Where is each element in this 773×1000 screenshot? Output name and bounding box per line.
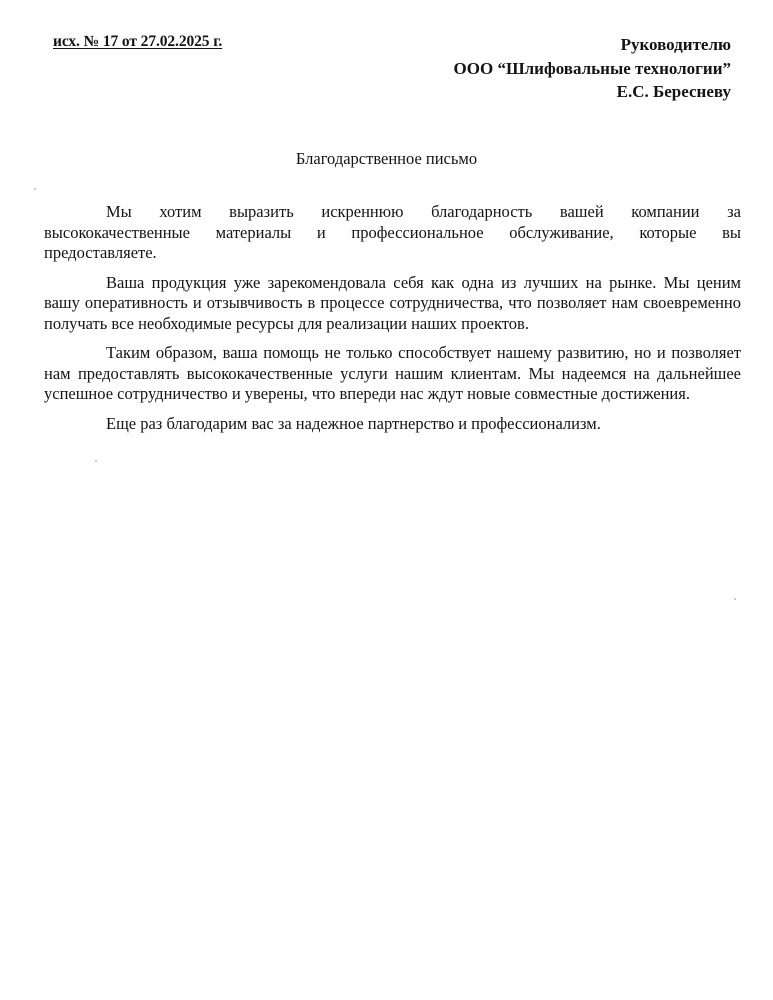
addressee-company: ООО “Шлифовальные технологии” [453,58,731,78]
body-paragraph-1: Мы хотим выразить искреннюю благодарность вашей компании за высококачественные материалы и профессиональное обслуживание, которые вы предоставляете. [44,202,741,262]
body-paragraph-2: Ваша продукция уже зарекомендовала себя как одна из лучших на рынке. Мы ценим вашу оперативность и отзывчивость в процессе сотрудничества, что позволяет нам своевременно получать все необходимые ресурсы для реализации наших проектов. [44,272,741,333]
scan-speck [95,460,97,462]
addressee-name: Е.С. Бересневу [616,82,731,101]
letter-title: Благодарственное письмо [295,149,478,168]
scan-speck [34,188,36,190]
letter-body [44,202,741,443]
addressee-position: Руководителю [620,35,731,54]
body-paragraph-4: Еще раз благодарим вас за надежное партнерство и профессионализм. [106,413,601,433]
addressee-block [454,33,731,104]
body-paragraph-3: Таким образом, ваша помощь не только способствует нашему развитию, но и позволяет нам предоставлять высококачественные услуги нашим клиентам. Мы надеемся на дальнейшее успешное сотрудничество и уверены, что впереди нас ждут новые совместные достижения. [44,343,741,403]
scan-speck [734,598,736,600]
outgoing-reference: исх. № 17 от 27.02.2025 г. [53,33,223,50]
